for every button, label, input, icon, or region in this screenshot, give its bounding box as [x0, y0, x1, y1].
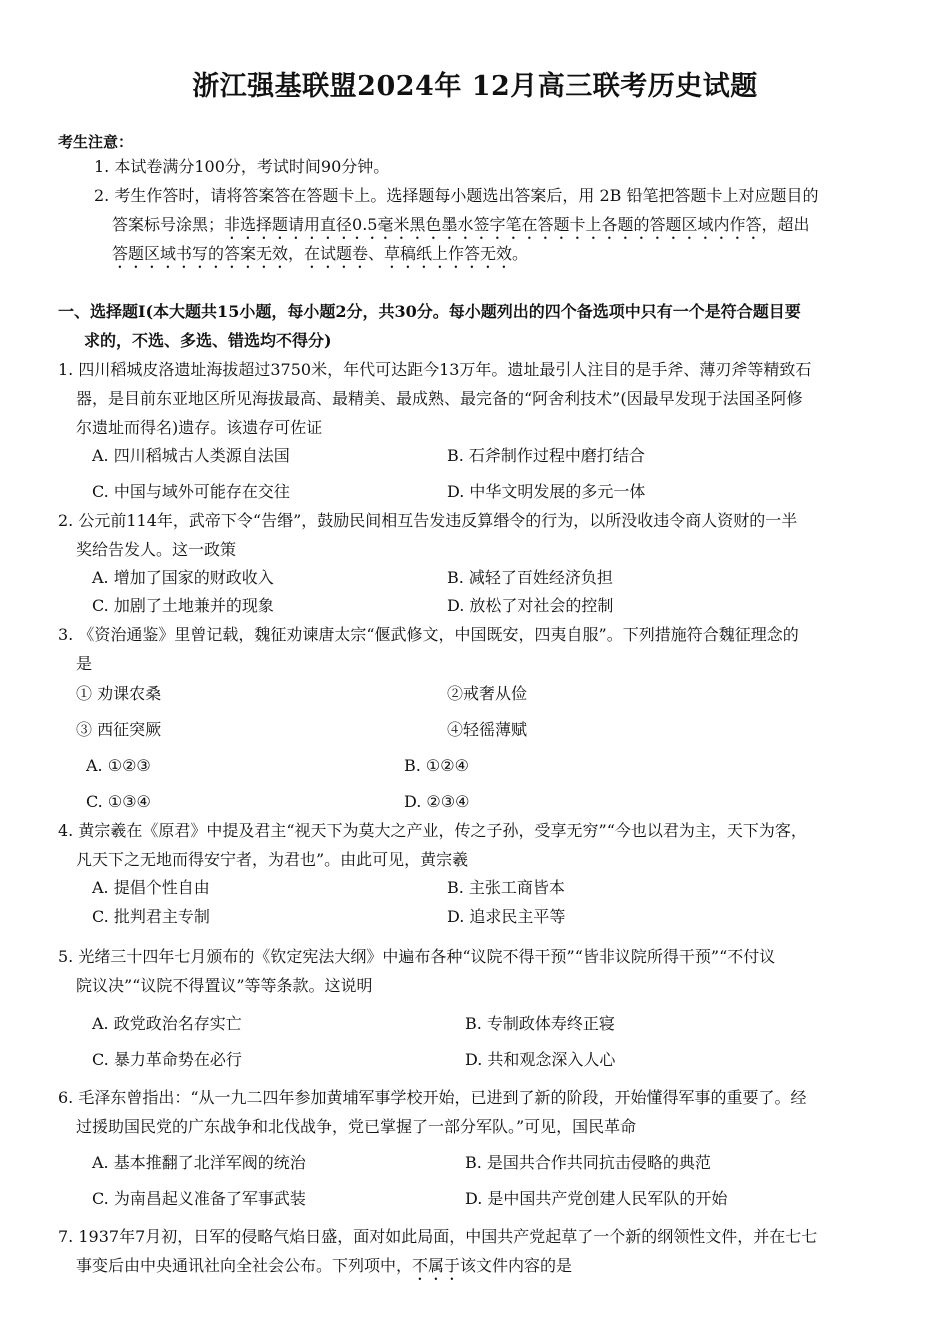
question-text: 事变后由中央通讯社向全社会公布。下列项中，: [76, 1256, 413, 1275]
question-3-line-2: 是: [76, 654, 93, 673]
question-6-line-1: 6. 毛泽东曾指出：“从一九二四年参加黄埔军事学校开始，已进到了新的阶段，开始懂得军事的重要了。经: [58, 1088, 807, 1107]
question-6-option-d: D. 是中国共产党创建人民军队的开始: [465, 1189, 728, 1208]
notice-emphasis-text: 非选择题请用直径0.5毫米黑色墨水签字笔在答题卡上各题的答题区域内作答，: [224, 215, 778, 234]
question-2-option-b: B. 减轻了百姓经济负担: [447, 568, 613, 587]
question-1-line-3: 尔遗址而得名)遗存。该遗存可佐证: [76, 418, 323, 437]
question-1-option-d: D. 中华文明发展的多元一体: [447, 482, 646, 501]
question-1-option-c: C. 中国与域外可能存在交往: [92, 482, 290, 501]
notice-item-1: 1. 本试卷满分100分，考试时间90分钟。: [94, 157, 390, 176]
question-4-option-c: C. 批判君主专制: [92, 907, 210, 926]
notice-text: 超出: [777, 215, 810, 234]
notice-item-2-line-1: 2. 考生作答时，请将答案答在答题卡上。选择题每小题选出答案后，用 2B 铅笔把答题卡上对应题目的: [94, 186, 819, 205]
question-4-option-d: D. 追求民主平等: [447, 907, 566, 926]
question-4-option-a: A. 提倡个性自由: [92, 878, 210, 897]
question-3-option-c: C. ①③④: [86, 792, 151, 811]
question-4-line-2: 凡天下之无地而得安宁者，为君也”。由此可见，黄宗羲: [76, 850, 469, 869]
question-2-option-a: A. 增加了国家的财政收入: [92, 568, 274, 587]
notice-item-2-line-3: [112, 239, 528, 272]
question-3-statement-2: ②戒奢从俭: [447, 684, 528, 703]
question-5-option-a: A. 政党政治名存实亡: [92, 1014, 242, 1033]
question-2-option-c: C. 加剧了土地兼并的现象: [92, 596, 274, 615]
question-1-option-a: A. 四川稻城古人类源自法国: [92, 446, 290, 465]
question-3-statement-1: ① 劝课农桑: [76, 684, 162, 703]
section-heading-line-2: 求的，不选、多选、错选均不得分): [84, 331, 332, 350]
question-7-line-1: 7. 1937年7月初，日军的侵略气焰日盛，面对如此局面，中国共产党起草了一个新的纲领性文件，并在七七: [58, 1227, 818, 1246]
question-4-line-1: 4. 黄宗羲在《原君》中提及君主“视天下为莫大之产业，传之子孙，受享无穷”“今也以君为主，天下为客，: [58, 821, 807, 840]
question-4-option-b: B. 主张工商皆本: [447, 878, 565, 897]
question-6-option-b: B. 是国共合作共同抗击侵略的典范: [465, 1153, 711, 1172]
question-6-line-2: 过援助国民党的广东战争和北伐战争，党已掌握了一部分军队。”可见，国民革命: [76, 1117, 637, 1136]
question-1-line-2: 器，是目前东亚地区所见海拔最高、最精美、最成熟、最完备的“阿舍利技术”(因最早发现于法国圣阿修: [76, 389, 803, 408]
question-emphasis-text: 不属于: [412, 1256, 461, 1275]
question-6-option-a: A. 基本推翻了北洋军阀的统治: [92, 1153, 306, 1172]
question-2-line-2: 奖给告发人。这一政策: [76, 540, 237, 559]
notice-text: 答案标号涂黑；: [112, 215, 225, 234]
question-3-line-1: 3. 《资治通鉴》里曾记载，魏征劝谏唐太宗“偃武修文，中国既安，四夷自服”。下列措施符合魏征理念的: [58, 625, 799, 644]
notice-emphasis-text: 答题区域书写的答案无效，在试题卷、草稿纸上作答无效。: [112, 244, 529, 263]
question-3-option-b: B. ①②④: [404, 756, 469, 775]
question-text: 该文件内容的是: [460, 1256, 573, 1275]
section-heading-line-1: 一、选择题Ⅰ(本大题共15小题，每小题2分，共30分。每小题列出的四个备选项中只有一个是符合题目要: [58, 302, 801, 321]
page-title: 浙江强基联盟2024年 12月高三联考历史试题: [192, 71, 758, 102]
question-6-option-c: C. 为南昌起义准备了军事武装: [92, 1189, 306, 1208]
question-1-line-1: 1. 四川稻城皮洛遗址海拔超过3750米，年代可达距今13万年。遗址最引人注目的是手斧、薄刃斧等精致石: [58, 360, 812, 379]
question-5-line-2: 院议决”“议院不得置议”等等条款。这说明: [76, 976, 373, 995]
question-3-option-a: A. ①②③: [86, 756, 151, 775]
question-3-statement-3: ③ 西征突厥: [76, 720, 162, 739]
question-5-option-c: C. 暴力革命势在必行: [92, 1050, 242, 1069]
question-3-option-d: D. ②③④: [404, 792, 470, 811]
question-5-option-d: D. 共和观念深入人心: [465, 1050, 616, 1069]
notice-heading: 考生注意：: [58, 133, 134, 151]
question-3-statement-4: ④轻徭薄赋: [447, 720, 528, 739]
question-5-line-1: 5. 光绪三十四年七月颁布的《钦定宪法大纲》中遍布各种“议院不得干预”“皆非议院所得干预”“不付议: [58, 947, 776, 966]
question-2-option-d: D. 放松了对社会的控制: [447, 596, 614, 615]
question-1-option-b: B. 石斧制作过程中磨打结合: [447, 446, 645, 465]
question-7-line-2: [76, 1251, 572, 1284]
question-5-option-b: B. 专制政体寿终正寝: [465, 1014, 615, 1033]
question-2-line-1: 2. 公元前114年，武帝下令“告缗”，鼓励民间相互告发违反算缗令的行为，以所没收违令商人资财的一半: [58, 511, 798, 530]
